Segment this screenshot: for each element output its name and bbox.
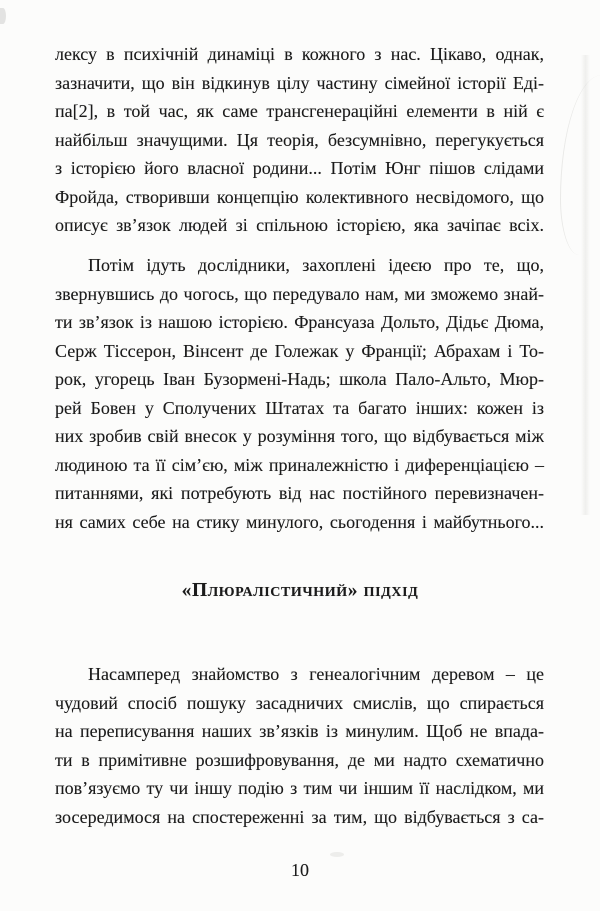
text-line: па[2], в той час, як саме трансгенераційні елементи в ній є xyxy=(55,101,544,121)
text-line: лексу в психічній динаміці в кожного з нас. Цікаво, однак, xyxy=(55,44,544,64)
scan-smudge-artifact xyxy=(0,8,6,24)
text-line: Потім ідуть дослідники, захоплені ідеєю про те, що, xyxy=(88,255,544,275)
scan-curve-artifact xyxy=(560,75,600,255)
text-line: з історією його власної родини... Потім Юнг пішов слідами xyxy=(55,158,544,178)
text-line: зосередимося на спостереженні за тим, що відбувається з са- xyxy=(55,806,544,827)
text-line: ти в примітивне розшифровування, де ми надто схематично xyxy=(55,749,544,770)
text-line: описує зв’язок людей зі спільною історією, яка зачіпає всіх. xyxy=(55,215,544,235)
text-line: Насамперед знайомство з генеалогічним деревом – це xyxy=(88,664,544,684)
text-line: питаннями, які потребують від нас постійного перевизначен- xyxy=(55,483,544,503)
text-line: людиною та її сім’єю, між приналежністю і диференціацією – xyxy=(55,454,544,475)
text-line: них зробив свій внесок у розуміння того, що відбувається між xyxy=(55,426,544,446)
section-heading: «Плюралістичний» підхід xyxy=(181,580,419,601)
paragraph-2 xyxy=(55,251,544,536)
paragraph-3 xyxy=(55,660,544,831)
text-line: ти зв’язок із нашою історією. Франсуаза Дольто, Дідьє Дюма, xyxy=(55,312,544,332)
page-number: 10 xyxy=(291,860,309,880)
text-line: пов’язуємо ту чи іншу подію з тим чи іншим її наслідком, ми xyxy=(55,778,544,798)
text-line: ня самих себе на стику минулого, сьогодення і майбутнього... xyxy=(55,511,544,532)
text-line: на переписування наших зв’язків із минулим. Щоб не впада- xyxy=(55,721,544,741)
text-line: Фройда, створивши концепцію колективного несвідомого, що xyxy=(55,186,544,207)
text-line: чудовий спосіб пошуку засадничих смислів, що спирається xyxy=(55,692,544,713)
text-line: Серж Тіссерон, Вінсент де Голежак у Франції; Абрахам і То- xyxy=(55,340,544,361)
text-line: рей Бовен у Сполучених Штатах та багато інших: кожен із xyxy=(55,397,544,418)
scan-crease-artifact xyxy=(581,55,590,515)
text-line: зазначити, що він відкинув цілу частину сімейної історії Еді- xyxy=(55,72,544,93)
text-line: рок, угорець Іван Бузормені-Надь; школа Пало-Альто, Мюр- xyxy=(55,369,544,389)
paragraph-1 xyxy=(55,40,544,240)
text-line: найбільш значущими. Ця теорія, безсумнівно, перегукується xyxy=(55,129,544,150)
text-line: звернувшись до чогось, що передувало нам, ми зможемо знай- xyxy=(55,283,544,304)
